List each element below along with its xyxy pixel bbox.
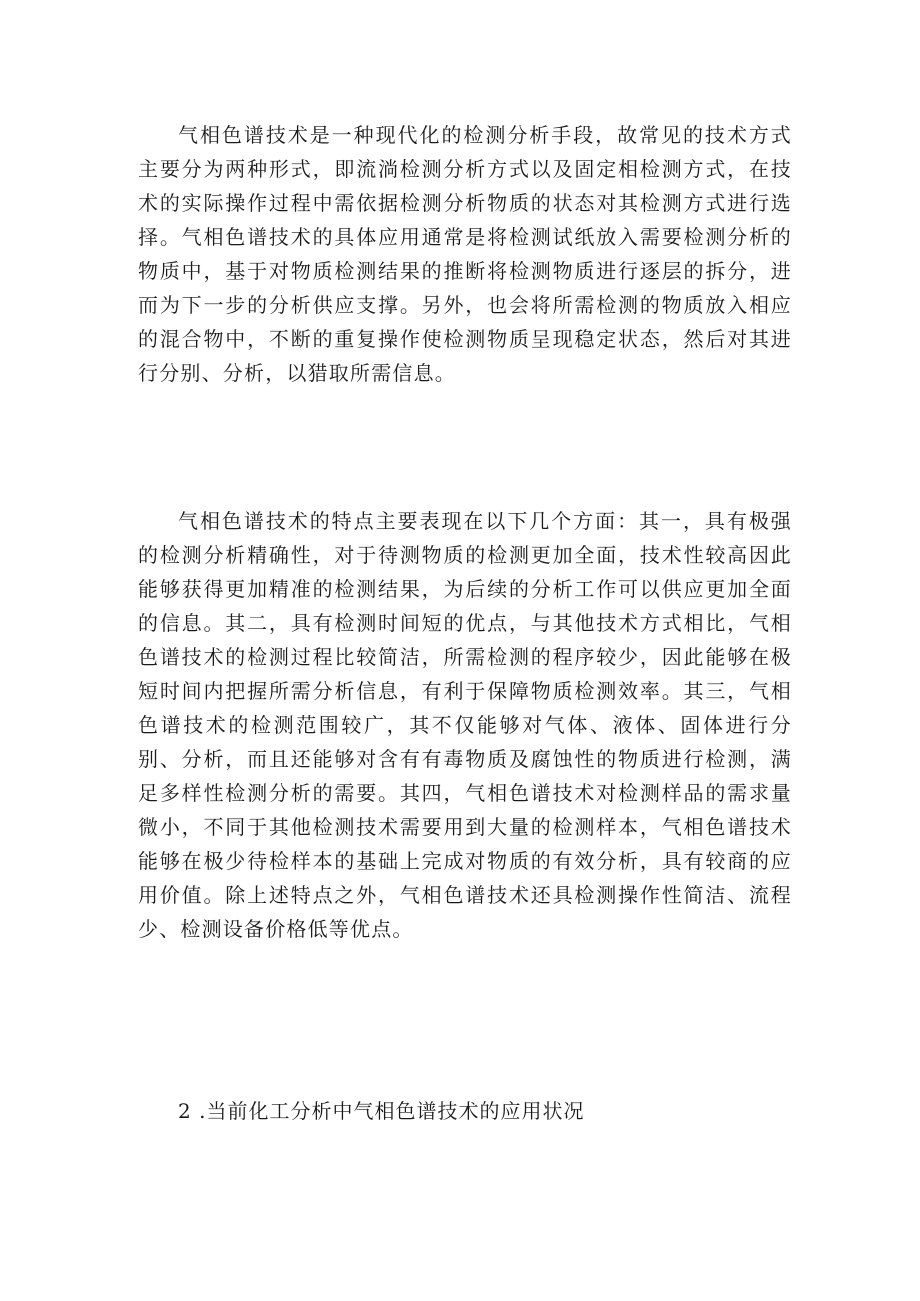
body-paragraph: 气相色谱技术的特点主要表现在以下几个方面：其一，具有极强的检测分析精确性，对于待测物质的检测更加全面，技术性较高因此能够获得更加精准的检测结果，为后续的分析工作可以供应更加全面的信息。其二，具有检测时间短的优点，与其他技术方式相比，气相色谱技术的检测过程比较简洁，所需检测的程序较少，因此能够在极短时间内把握所需分析信息，有利于保障物质检测效率。其三，气相色谱技术的检测范围较广，其不仅能够对气体、液体、固体进行分别、分析，而且还能够对含有有毒物质及腐蚀性的物质进行检测，满足多样性检测分析的需要。其四，气相色谱技术对检测样品的需求量微小，不同于其他检测技术需要用到大量的检测样本，气相色谱技术能够在极少待检样本的基础上完成对物质的有效分析，具有较商的应用价值。除上述特点之外，气相色谱技术还具检测操作性简洁、流程少、检测设备价格低等优点。 <box>138 509 792 941</box>
body-paragraph: 气相色谱技术是一种现代化的检测分析手段，故常见的技术方式主要分为两种形式，即流淌检测分析方式以及固定相检测方式，在技术的实际操作过程中需依据检测分析物质的状态对其检测方式进行选择。气相色谱技术的具体应用通常是将检测试纸放入需要检测分析的物质中，基于对物质检测结果的推断将检测物质进行逐层的拆分，进而为下一步的分析供应支撑。另外，也会将所需检测的物质放入相应的混合物中，不断的重复操作使检测物质呈现稳定状态，然后对其进行分别、分析，以猎取所需信息。 <box>138 123 792 385</box>
section-heading: 2 .当前化工分析中气相色谱技术的应用状况 <box>178 1099 585 1123</box>
